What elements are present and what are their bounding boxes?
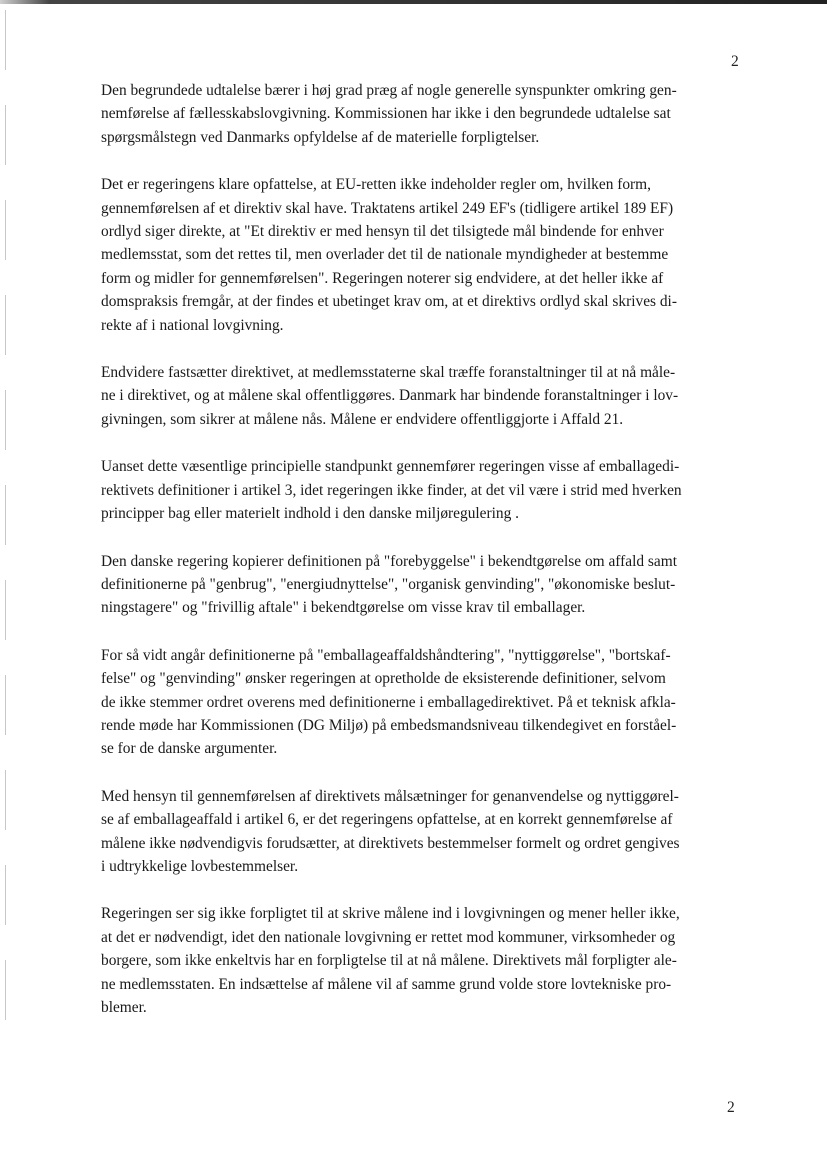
paragraph-line: spørgsmålstegn ved Danmarks opfyldelse af de materielle forpligtelser. [101, 128, 540, 146]
paragraph-5 [101, 550, 738, 620]
paragraph-line: For så vidt angår definitionerne på "emballageaffaldshåndtering", "nyttiggørelse", "bortskaf- [101, 646, 671, 664]
paragraph-line: form og midler for gennemførelsen". Regeringen noterer sig endvidere, at det heller ikke af [101, 269, 664, 287]
paragraph-4 [101, 455, 738, 525]
paragraph-line: målene ikke nødvendigvis forudsætter, at direktivets bestemmelser formelt og ordret gengives [101, 834, 680, 852]
paragraph-line: rektivets definitioner i artikel 3, idet regeringen ikke finder, at det vil være i strid med hverken [101, 481, 682, 499]
page-number-bottom: 2 [727, 1099, 735, 1116]
paragraph-line: de ikke stemmer ordret overens med definitionerne i emballagedirektivet. På et teknisk afkla- [101, 693, 676, 711]
paragraph-line: ne i direktivet, og at målene skal offentliggøres. Danmark har bindende foranstaltninger i lov- [101, 387, 679, 405]
paragraph-3 [101, 361, 738, 431]
paragraph-line: Uanset dette væsentlige principielle standpunkt gennemfører regeringen visse af emballagedi- [101, 458, 680, 476]
paragraph-6 [101, 644, 738, 761]
scan-top-border [0, 0, 827, 4]
paragraph-line: se for de danske argumenter. [101, 740, 278, 758]
paragraph-line: ordlyd siger direkte, at "Et direktiv er med hensyn til det tilsigtede mål bindende for enhver [101, 223, 664, 241]
paragraph-line: blemer. [101, 999, 147, 1016]
paragraph-line: ne medlemsstaten. En indsættelse af målene vil af samme grund volde store lovtekniske pro- [101, 975, 672, 993]
paragraph-line: definitionerne på "genbrug", "energiudnyttelse", "organisk genvinding", "økonomiske beslut- [101, 575, 676, 593]
paragraph-line: Endvidere fastsætter direktivet, at medlemsstaterne skal træffe foranstaltninger til at nå måle- [101, 364, 676, 382]
paragraph-8 [101, 902, 738, 1019]
paragraph-line: nemførelse af fællesskabslovgivning. Kommissionen har ikke i den begrundede udtalelse sat [101, 105, 671, 123]
paragraph-line: Den danske regering kopierer definitionen på "forebyggelse" i bekendtgørelse om affald samt [101, 552, 677, 570]
paragraph-line: i udtrykkelige lovbestemmelser. [101, 857, 299, 875]
paragraph-line: Med hensyn til gennemførelsen af direktivets målsætninger for genanvendelse og nyttiggørel- [101, 787, 679, 805]
paragraph-line: borgere, som ikke enkeltvis har en forpligtelse til at nå målene. Direktivets mål forpligter ale- [101, 952, 677, 970]
paragraph-line: domspraksis fremgår, at der findes et ubetinget krav om, at et direktivs ordlyd skal skrives di- [101, 293, 677, 311]
paragraph-line: givningen, som sikrer at målene nås. Målene er endvidere offentliggjorte i Affald 21. [101, 410, 624, 428]
scan-left-margin-artifact [5, 10, 6, 1040]
paragraph-2 [101, 173, 738, 337]
page-number-top: 2 [731, 53, 739, 70]
paragraph-line: felse" og "genvinding" ønsker regeringen at opretholde de eksisterende definitioner, selvom [101, 670, 666, 688]
paragraph-line: at det er nødvendigt, idet den nationale lovgivning er rettet mod kommuner, virksomheder og [101, 928, 676, 946]
paragraph-line: Regeringen ser sig ikke forpligtet til at skrive målene ind i lovgivningen og mener heller ikke, [101, 905, 680, 923]
paragraph-line: gennemførelsen af et direktiv skal have. Traktatens artikel 249 EF's (tidligere artikel 189 EF) [101, 199, 674, 217]
paragraph-line: Den begrundede udtalelse bærer i høj grad præg af nogle generelle synspunkter omkring gen- [101, 82, 677, 99]
paragraph-line: rende møde har Kommissionen (DG Miljø) på embedsmandsniveau tilkendegivet en forståel- [101, 716, 677, 734]
document-body [101, 79, 738, 1043]
paragraph-line: principper bag eller materielt indhold i den danske miljøregulering . [101, 505, 519, 523]
paragraph-line: medlemsstat, som det rettes til, men overlader det til de nationale myndigheder at bestemme [101, 246, 669, 264]
paragraph-line: se af emballageaffald i artikel 6, er det regeringens opfattelse, at en korrekt gennemførelse af [101, 811, 673, 829]
paragraph-line: ningstagere" og "frivillig aftale" i bekendtgørelse om visse krav til emballager. [101, 599, 586, 617]
paragraph-line: rekte af i national lovgivning. [101, 316, 284, 334]
paragraph-1 [101, 79, 738, 149]
paragraph-7 [101, 785, 738, 879]
paragraph-line: Det er regeringens klare opfattelse, at EU-retten ikke indeholder regler om, hvilken form, [101, 176, 651, 194]
